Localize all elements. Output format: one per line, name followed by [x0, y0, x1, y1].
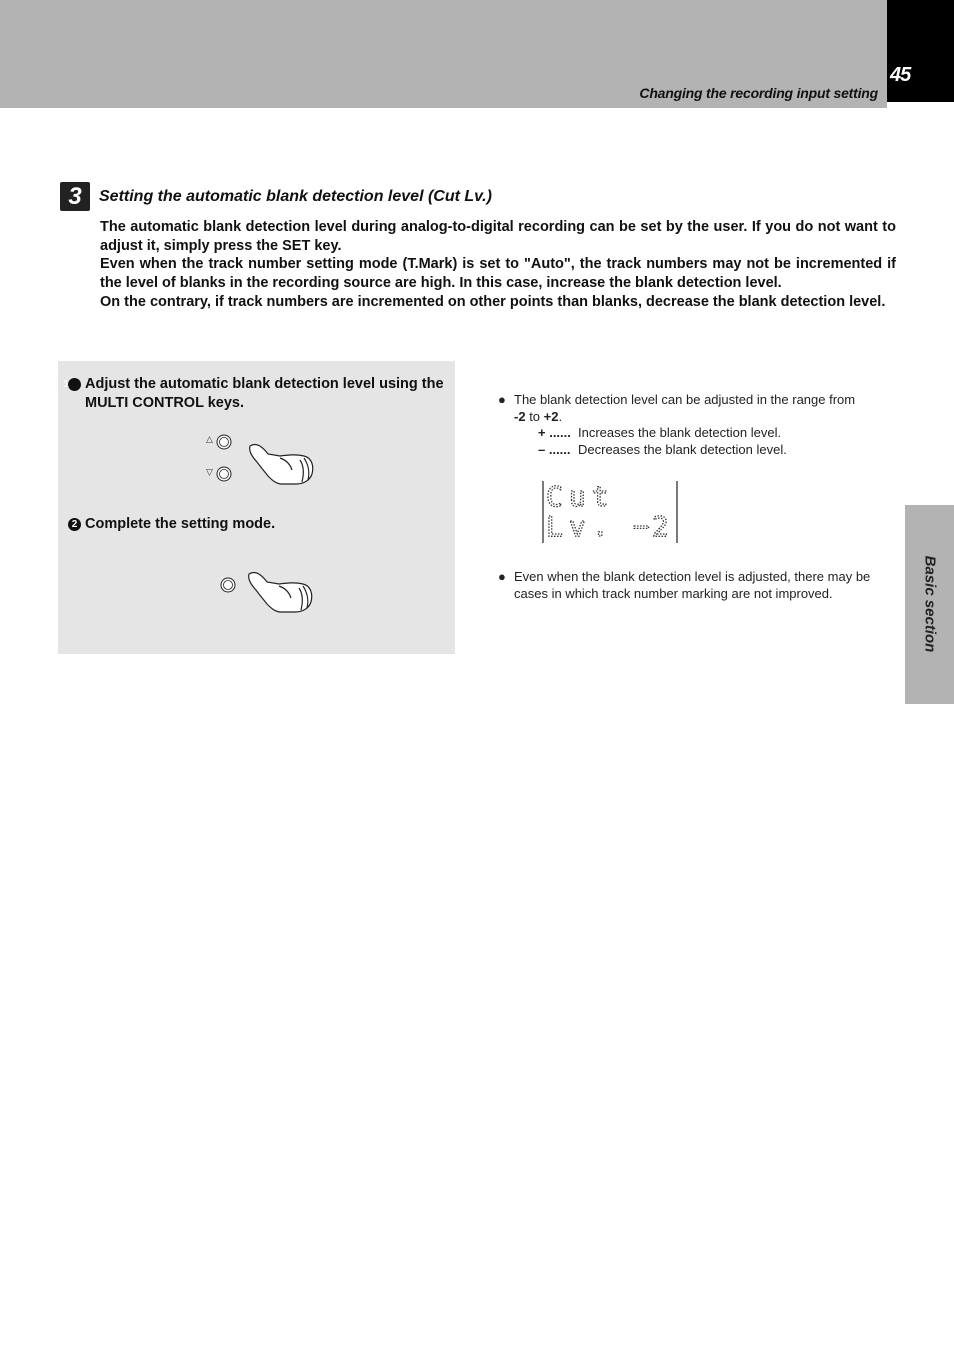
- section-heading: Setting the automatic blank detection level (Cut Lv.): [99, 188, 492, 205]
- improvement-note-text: Even when the blank detection level is adjusted, there may be cases in which track number marking are not improved.: [514, 569, 871, 601]
- range-min: -2: [514, 408, 526, 424]
- minus-row: [538, 442, 890, 459]
- plus-row: [538, 425, 890, 442]
- lcd-value: −2: [633, 510, 671, 543]
- range-prefix: The blank detection level can be adjusted in the range from: [514, 392, 856, 407]
- bullet-icon: ●: [498, 569, 506, 584]
- lcd-display-drawing: [541, 480, 681, 544]
- pointing-hand-icon: [250, 444, 313, 484]
- minus-key-label: – ......: [538, 441, 571, 457]
- range-to: to: [529, 408, 541, 424]
- lcd-line-2: Lv.: [546, 510, 615, 543]
- section-step-badge: 3: [60, 182, 90, 211]
- range-max: +2: [543, 408, 559, 424]
- bullet-icon: ●: [498, 392, 506, 407]
- running-header-title: Changing the recording input setting: [639, 85, 878, 101]
- step-text: Adjust the automatic blank detection level using the MULTI CONTROL keys.: [85, 376, 444, 411]
- range-end: .: [558, 408, 563, 424]
- minus-description: Decreases the blank detection level.: [578, 441, 787, 457]
- range-note-text: [514, 392, 890, 425]
- lcd-display: [541, 480, 681, 549]
- lcd-line-1: Cut: [546, 480, 615, 513]
- range-note: [498, 392, 890, 458]
- pointing-hand-icon: [249, 572, 312, 612]
- side-section-label: Basic section: [921, 555, 939, 653]
- step-number-badge: 2: [68, 518, 81, 531]
- step-number-badge: 1: [68, 378, 81, 391]
- intro-text: [100, 218, 896, 312]
- multi-control-keys-illustration: [200, 430, 320, 490]
- plus-description: Increases the blank detection level.: [578, 425, 782, 440]
- multi-control-keys-drawing: [200, 430, 320, 490]
- step-2: [68, 515, 275, 534]
- step-text: Complete the setting mode.: [85, 516, 276, 532]
- improvement-note: [498, 569, 890, 602]
- set-key-illustration: [215, 564, 325, 620]
- down-arrow-icon: ▽: [206, 467, 213, 477]
- intro-paragraph: On the contrary, if track numbers are incremented on other points than blanks, decrease the blank detection level.: [100, 293, 886, 310]
- step-1: [63, 375, 470, 413]
- set-key-drawing: [215, 564, 325, 620]
- intro-paragraph: Even when the track number setting mode (T.Mark) is set to "Auto", the track numbers may not be incremented if the level of blanks in the recording source are high. In this case, increase the blank detection level.: [100, 256, 896, 292]
- up-arrow-icon: △: [206, 434, 213, 444]
- plus-key-label: + ......: [538, 425, 571, 440]
- intro-paragraph: The automatic blank detection level during analog-to-digital recording can be set by the user. If you do not want to adjust it, simply press the SET key.: [100, 219, 896, 254]
- page-number: 45: [890, 64, 911, 86]
